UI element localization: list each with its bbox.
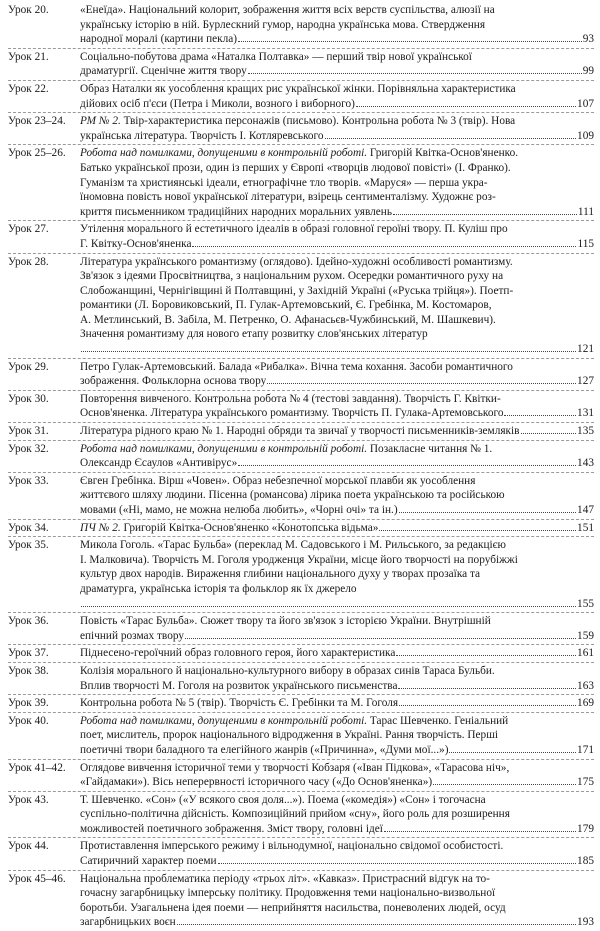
lesson-number: Урок 22. — [8, 82, 49, 95]
page-number: 185 — [577, 855, 594, 868]
description-last-line — [80, 456, 594, 471]
lesson-description — [80, 793, 594, 837]
toc-row — [8, 613, 594, 645]
dot-leader — [504, 414, 576, 416]
lesson-description — [80, 696, 594, 711]
description-last-line — [80, 406, 594, 421]
page-number: 151 — [577, 521, 594, 534]
toc-row — [8, 145, 594, 221]
description-last-text: Сатиричний характер поеми — [80, 855, 217, 868]
lesson-description — [80, 255, 594, 357]
dot-leader — [238, 40, 582, 42]
description-line: Євген Гребінка. Вірш «Човен». Образ небезпечної морської плавби як уособлення — [80, 474, 476, 487]
toc-row — [8, 113, 594, 145]
lesson-number: Урок 34. — [8, 521, 49, 534]
description-line: гочасну загарбницьку імперську політику. Продовження теми національно-визвольної — [80, 887, 496, 900]
description-last-line — [80, 237, 594, 252]
description-last-text: драматургії. Сценічне життя твору — [80, 65, 247, 78]
description-line: Протиставлення імперського режиму і вільнодумної, національно свідомої особистості. — [80, 840, 504, 853]
toc-row — [8, 713, 594, 760]
description-line: «Енеїда». Національний колорит, зображення життя всіх верств суспільства, алюзії на — [80, 4, 495, 16]
description-line: Петро Гулак-Артемовський. Балада «Рибалка». Вічна тема кохання. Засоби романтичного — [80, 360, 513, 373]
dot-leader — [449, 751, 576, 753]
dot-leader — [433, 783, 576, 785]
toc-row — [8, 423, 594, 441]
page-number: 193 — [577, 916, 594, 929]
page-number: 155 — [577, 597, 594, 610]
toc-row — [8, 520, 594, 538]
page-number: 135 — [577, 425, 594, 438]
toc-row — [8, 391, 594, 423]
description-last-line — [80, 205, 594, 220]
dot-leader — [177, 923, 576, 925]
description-line: Робота над помилками, допущеними в контрольній роботі. Григорій Квітка-Основ'яненко. — [80, 147, 519, 160]
lesson-description — [80, 146, 594, 219]
description-last-text: Література рідного краю № 1. Народні обряди та звичаї у творчості письменників-земляків — [80, 425, 520, 438]
page-number: 121 — [577, 343, 594, 356]
description-line: Микола Гоголь. «Тарас Бульба» (переклад М. Садовського і М. Рильського, за редакцією — [80, 539, 506, 552]
lesson-number: Урок 38. — [8, 664, 49, 677]
description-line: Робота над помилками, допущеними в контрольній роботі. Позакласне читання № 1. — [80, 442, 493, 455]
description-line: суспільно-політична дійсність. Композиційний прийом «сну», його роль для розширення — [80, 808, 510, 821]
lesson-description — [80, 50, 594, 79]
description-line: Зв'язок з ідеями Просвітництва, з національним рухом. Осередки романтичного руху на — [80, 270, 504, 283]
description-last-line — [80, 503, 594, 518]
lesson-number: Урок 31. — [8, 425, 49, 438]
description-last-line — [80, 374, 594, 389]
description-line: А. Метлинський, В. Забіла, М. Петренко, О. Афанасьєв-Чужбинський, М. Шашкевич). — [80, 313, 496, 326]
page-number: 147 — [577, 504, 594, 516]
lesson-description — [80, 761, 594, 790]
lesson-number: Урок 32. — [8, 442, 49, 455]
lesson-number: Урок 21. — [8, 50, 49, 63]
lesson-number: Урок 36. — [8, 615, 49, 628]
dot-leader — [238, 464, 576, 466]
lesson-number: Урок 30. — [8, 392, 49, 405]
toc-row — [8, 645, 594, 663]
toc-row — [8, 254, 594, 359]
dot-leader — [218, 862, 576, 864]
description-last-line — [80, 521, 594, 536]
dot-leader — [356, 105, 576, 107]
description-last-text: Вплив творчості М. Гоголя на розвиток українського письменства — [80, 679, 398, 692]
lesson-number: Урок 33. — [8, 474, 49, 487]
page-number: 107 — [577, 97, 594, 110]
page-number: 179 — [577, 822, 594, 835]
description-line: РМ № 2. Твір-характеристика персонажів (письмово). Контрольна робота № 3 (твір). Нова — [80, 115, 516, 128]
description-line: Оглядове вивчення історичної теми у творчості Кобзаря («Іван Підкова», «Тарасова ніч», — [80, 761, 510, 774]
toc-row — [8, 359, 594, 391]
toc-row — [8, 871, 594, 931]
description-last-line — [80, 64, 594, 79]
description-line: Гуманізм та християнські ідеали, етнографічне тло творів. «Маруся» — перша укра- — [80, 176, 488, 189]
description-line: їномовна повість нової української літератури, взірець сентименталізму. Художнє роз- — [80, 191, 496, 204]
description-last-line — [80, 775, 594, 790]
page-number: 109 — [577, 129, 594, 142]
lesson-description — [80, 474, 594, 518]
description-last-line — [80, 743, 594, 758]
dot-leader — [325, 137, 577, 139]
toc-row — [8, 473, 594, 520]
description-line: поет, мислитель, пророк національного відродження в Україні. Рання творчість. Перші — [80, 729, 499, 742]
dot-leader — [192, 245, 576, 247]
description-line: Т. Шевченко. «Сон» («У всякого своя доля...»). Поема («комедія») «Сон» і тогочасна — [80, 793, 486, 806]
description-last-text: можливостей поетичного зображення. Зміст твору, головні ідеї — [80, 822, 383, 835]
description-last-text: українська література. Творчість І. Котляревського — [80, 129, 324, 142]
description-last-text: мовами («Ні, мамо, не можна нелюба любить», «Чорні очі» та ін.) — [80, 504, 398, 516]
description-last-line — [80, 679, 594, 694]
description-last-line — [80, 597, 594, 612]
lesson-number: Урок 29. — [8, 360, 49, 373]
dot-leader — [185, 637, 576, 639]
description-line: І. Малковича). Творчість М. Гоголя уродженця України, місце його творчості на порубіжжі — [80, 553, 518, 566]
lesson-description — [80, 538, 594, 611]
description-line: боротьби. Узагальнена ідея поеми — неприйняття насильства, поневолених людей, осуд — [80, 901, 506, 914]
page-number: 99 — [582, 65, 594, 78]
toc-row — [8, 2, 594, 49]
toc-row — [8, 695, 594, 713]
description-line: Слобожанщині, Чернігівщині й Полтавщині, у Західній Україні («Руська трійця»). Поетп- — [80, 284, 514, 297]
toc-row — [8, 81, 594, 113]
lesson-description — [80, 82, 594, 111]
dot-leader — [267, 382, 576, 384]
description-line: Література українського романтизму (оглядово). Ідейно-художні особливості романтизму. — [80, 255, 513, 268]
lesson-number: Урок 35. — [8, 539, 49, 552]
lesson-number: Урок 43. — [8, 793, 49, 806]
lesson-description — [80, 114, 594, 143]
description-last-line — [80, 854, 594, 869]
lesson-description — [80, 614, 594, 643]
lesson-description — [80, 424, 594, 439]
page-number: 159 — [577, 629, 594, 642]
description-last-text: Контрольна робота № 5 (твір). Творчість Є. Гребінки та М. Гоголя — [80, 697, 399, 710]
description-last-text: Олександр Єсаулов «Антивірус» — [80, 457, 238, 470]
lesson-number: Урок 44. — [8, 840, 49, 853]
toc-row — [8, 760, 594, 792]
page-number: 93 — [582, 33, 594, 46]
description-line: Колізія морального й національно-культурного вибору в образах синів Тараса Бульби. — [80, 664, 495, 677]
description-last-text: «Гайдамаки»). Вісь неперервності історичного часу («До Основ'яненка») — [80, 776, 433, 789]
lesson-number: Урок 20. — [8, 4, 49, 16]
dot-leader — [521, 432, 577, 434]
description-line: Утілення морального й естетичного ідеалів в образі головної героїні твору. П. Куліш про — [80, 223, 508, 236]
description-line: Повість «Тарас Бульба». Сюжет твору та його зв'язок з історією України. Внутрішній — [80, 615, 491, 628]
dot-leader — [393, 213, 577, 215]
lesson-number: Урок 45–46. — [8, 872, 66, 885]
description-last-line — [80, 646, 594, 661]
page-number: 169 — [577, 697, 594, 710]
page-number: 163 — [577, 679, 594, 692]
description-last-text: зображення. Фольклорна основа твору — [80, 375, 267, 388]
toc-row — [8, 838, 594, 870]
description-line: Батько української прози, один із перших у Європі «творців людової повісті» (І. Франко). — [80, 161, 511, 174]
dot-leader — [399, 704, 576, 706]
toc-row — [8, 792, 594, 839]
lesson-number: Урок 27. — [8, 223, 49, 236]
lesson-description — [80, 521, 594, 536]
description-line: Повторення вивченого. Контрольна робота № 4 (тестові завдання). Творчість Г. Квітки- — [80, 392, 501, 405]
description-last-text: епічний розмах твору — [80, 629, 184, 642]
dot-leader — [379, 529, 576, 531]
lesson-description — [80, 714, 594, 758]
dot-leader — [384, 830, 576, 832]
page-number: 131 — [577, 407, 594, 420]
description-line: Соціально-побутова драма «Наталка Полтавка» — перший твір нової української — [80, 50, 472, 63]
description-last-text: народної моралі (картини пекла) — [80, 33, 238, 46]
description-last-line — [80, 915, 594, 930]
description-line: українську історію в ній. Бурлескний гумор, народна українська мова. Ствердження — [80, 18, 486, 31]
lesson-description — [80, 442, 594, 471]
lesson-number: Урок 23–24. — [8, 115, 66, 128]
page-number: 127 — [577, 375, 594, 388]
description-line: романтики (Л. Боровиковський, П. Гулак-Артемовський, Є. Гребінка, М. Костомаров, — [80, 299, 492, 312]
lesson-number: Урок 28. — [8, 255, 49, 268]
description-last-text: Г. Квітку-Основ'яненка — [80, 237, 192, 250]
lesson-description — [80, 872, 594, 930]
description-line: культур двох народів. Вираження глибини національного духу у творах прозаїка та — [80, 568, 481, 581]
description-last-text: Основ'яненка. Література українського романтизму. Творчість П. Гулака-Артемовського — [80, 407, 504, 420]
toc-row — [8, 537, 594, 613]
toc-row — [8, 49, 594, 81]
lesson-number: Урок 41–42. — [8, 761, 66, 774]
description-last-line — [80, 342, 594, 357]
toc-row — [8, 441, 594, 473]
description-line: Значення романтизму для нового етапу розвитку слов'янських літератур — [80, 328, 428, 341]
page-number: 111 — [577, 205, 594, 218]
lesson-number: Урок 39. — [8, 697, 49, 710]
dot-leader — [81, 605, 576, 607]
dot-leader — [399, 511, 576, 513]
lesson-description — [80, 3, 594, 47]
lesson-number: Урок 40. — [8, 714, 49, 727]
page-number: 175 — [577, 776, 594, 789]
lesson-description — [80, 222, 594, 251]
description-last-line — [80, 629, 594, 644]
description-last-text: дійових осіб п'єси (Петра і Миколи, возного і виборного) — [80, 97, 355, 110]
lesson-number: Урок 25–26. — [8, 147, 66, 160]
toc-row — [8, 221, 594, 253]
lesson-description — [80, 646, 594, 661]
lesson-description — [80, 664, 594, 693]
lesson-description — [80, 392, 594, 421]
page-number: 171 — [577, 743, 594, 756]
page-number: 115 — [577, 237, 594, 250]
description-last-line — [80, 696, 594, 711]
dot-leader — [248, 72, 582, 74]
description-last-line — [80, 822, 594, 837]
description-last-text: Піднесено-героїчний образ головного героя, його характеристика — [80, 647, 396, 660]
description-last-text: загарбницьких воєн — [80, 916, 176, 929]
description-line: життєвого шляху людини. Пісенна (романсова) лірика поета українською та російською — [80, 489, 505, 502]
dot-leader — [398, 687, 576, 689]
description-last-line — [80, 32, 594, 47]
description-line: драматурга, українська історія та фольклор як їх джерело — [80, 582, 357, 595]
toc-row — [8, 663, 594, 695]
description-last-text: криття письменником традиційних народних моральних уявлень — [80, 205, 392, 218]
description-last-line — [80, 424, 594, 439]
description-line: Образ Наталки як уособлення кращих рис української жінки. Порівняльна характеристика — [80, 82, 516, 95]
description-last-line — [80, 97, 594, 112]
dot-leader — [396, 654, 576, 656]
description-last-text: ПЧ № 2. Григорій Квітка-Основ'яненко «Конотопська відьма» — [80, 521, 379, 534]
lesson-description — [80, 360, 594, 389]
description-last-line — [80, 129, 594, 144]
description-line: Національна проблематика періоду «трьох літ». «Кавказ». Пристрасний відгук на то- — [80, 872, 490, 885]
description-last-text: поетичні твори баладного та елегійного жанрів («Причинна», «Думи мої...») — [80, 743, 449, 756]
dot-leader — [81, 350, 576, 352]
page-number: 143 — [577, 457, 594, 470]
description-line: Робота над помилками, допущеними в контрольній роботі. Тарас Шевченко. Геніальний — [80, 714, 509, 727]
lesson-number: Урок 37. — [8, 647, 49, 660]
page-number: 161 — [577, 647, 594, 660]
